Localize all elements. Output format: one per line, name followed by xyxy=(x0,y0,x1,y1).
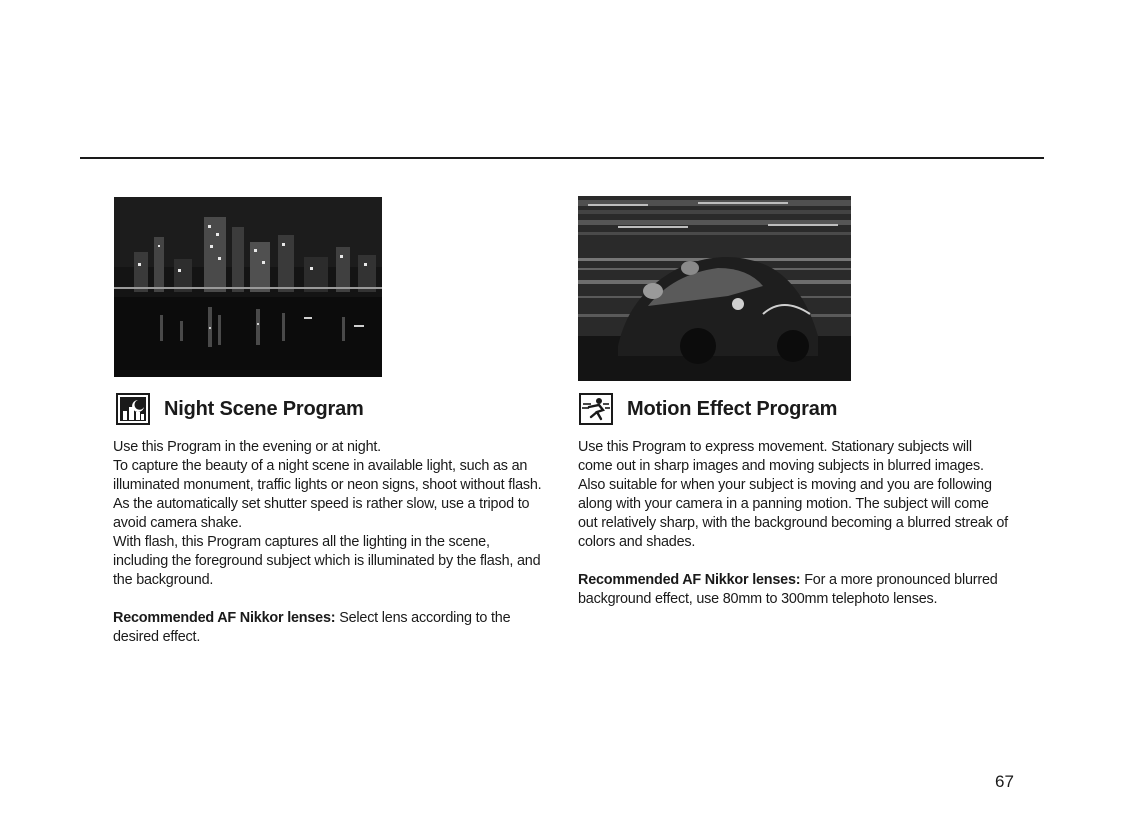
motion-effect-recommended-text: For a more pronounced blurred background effect, use 80mm to 300mm telephoto lenses. xyxy=(578,572,998,607)
night-scene-recommended-text: Select lens according to the desired effect. xyxy=(113,610,511,645)
motion-effect-description xyxy=(578,438,1008,609)
header-rule xyxy=(80,157,1044,159)
night-scene-heading xyxy=(116,393,364,425)
motion-effect-paragraph-1: Use this Program to express movement. Stationary subjects will come out in sharp images and moving subjects in blurred images. Also suitable for when your subject is moving and you are following along with your camera in a panning motion. The subject will come out relatively sharp, with the background becoming a blurred streak of colors and shades. xyxy=(578,439,1008,550)
motion-effect-recommended xyxy=(578,571,1008,609)
motion-effect-title: Motion Effect Program xyxy=(627,397,838,420)
night-scene-paragraph-2: To capture the beauty of a night scene in available light, such as an illuminated monument, traffic lights or neon signs, shoot without flash. As the automatically set shutter speed is rather slow, use a tripod to avoid camera shake. xyxy=(113,458,542,531)
night-scene-photo xyxy=(114,197,382,377)
night-scene-recommended-label: Recommended AF Nikkor lenses: xyxy=(113,610,336,626)
night-scene-recommended xyxy=(113,609,545,647)
motion-effect-photo xyxy=(578,196,851,381)
night-scene-description xyxy=(113,438,545,647)
motion-effect-icon xyxy=(579,393,613,425)
motion-effect-heading xyxy=(579,393,837,425)
night-scene-icon xyxy=(116,393,150,425)
night-scene-paragraph-3: With flash, this Program captures all the lighting in the scene, including the foreground subject which is illuminated by the flash, and the background. xyxy=(113,534,541,588)
motion-effect-recommended-label: Recommended AF Nikkor lenses: xyxy=(578,572,801,588)
night-scene-paragraph-1: Use this Program in the evening or at night. xyxy=(113,439,381,455)
page-number: 67 xyxy=(995,772,1014,791)
night-scene-title: Night Scene Program xyxy=(164,397,364,420)
